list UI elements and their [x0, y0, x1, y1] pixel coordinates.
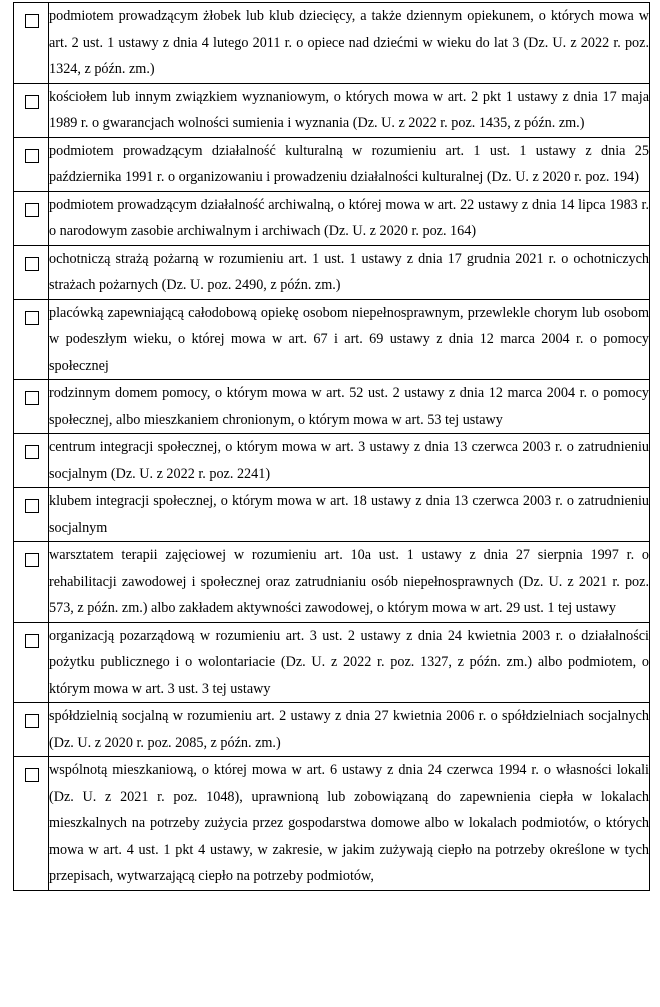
option-text: podmiotem prowadzącym działalność kulturalną w rozumieniu art. 1 ust. 1 ustawy z dnia 25 października 1991 r. o organizowaniu i prowadzeniu działalności kulturalnej (Dz. U. z 2020 r. poz. 194) — [49, 142, 649, 185]
option-checkbox[interactable] — [25, 14, 39, 28]
options-table — [13, 2, 650, 891]
option-row — [14, 137, 650, 191]
option-text-cell — [49, 434, 650, 488]
option-row — [14, 542, 650, 623]
option-text-cell — [49, 299, 650, 380]
option-row — [14, 191, 650, 245]
option-text-cell — [49, 622, 650, 703]
option-row — [14, 380, 650, 434]
option-text-cell — [49, 83, 650, 137]
checkbox-cell — [14, 83, 49, 137]
checkbox-cell — [14, 245, 49, 299]
option-checkbox[interactable] — [25, 95, 39, 109]
option-row — [14, 757, 650, 891]
checkbox-cell — [14, 137, 49, 191]
checkbox-cell — [14, 622, 49, 703]
checkbox-cell — [14, 542, 49, 623]
option-checkbox[interactable] — [25, 445, 39, 459]
option-text-cell — [49, 245, 650, 299]
option-row — [14, 488, 650, 542]
option-row — [14, 622, 650, 703]
option-row — [14, 245, 650, 299]
option-checkbox[interactable] — [25, 257, 39, 271]
options-list — [14, 3, 650, 891]
option-checkbox[interactable] — [25, 391, 39, 405]
option-text: rodzinnym domem pomocy, o którym mowa w art. 52 ust. 2 ustawy z dnia 12 marca 2004 r. o pomocy społecznej, albo mieszkaniem chronionym, o którym mowa w art. 53 tej ustawy — [49, 385, 649, 428]
checkbox-cell — [14, 299, 49, 380]
option-row — [14, 299, 650, 380]
option-text-cell — [49, 191, 650, 245]
option-text: kościołem lub innym związkiem wyznaniowym, o których mowa w art. 2 pkt 1 ustawy z dnia 17 maja 1989 r. o gwarancjach wolności sumienia i wyznania (Dz. U. z 2022 r. poz. 1435, z późn. zm.) — [49, 88, 649, 131]
option-checkbox[interactable] — [25, 634, 39, 648]
checkbox-cell — [14, 191, 49, 245]
option-checkbox[interactable] — [25, 768, 39, 782]
option-text: placówką zapewniającą całodobową opiekę osobom niepełnosprawnym, przewlekle chorym lub osobom w podeszłym wieku, o której mowa w art. 67 i art. 69 ustawy z dnia 12 marca 2004 r. o pomocy społecznej — [49, 304, 649, 374]
option-text-cell — [49, 488, 650, 542]
option-text-cell — [49, 757, 650, 891]
option-text-cell — [49, 380, 650, 434]
option-text: centrum integracji społecznej, o którym mowa w art. 3 ustawy z dnia 13 czerwca 2003 r. o zatrudnieniu socjalnym (Dz. U. z 2022 r. poz. 2241) — [49, 439, 649, 482]
option-text-cell — [49, 3, 650, 84]
option-row — [14, 3, 650, 84]
option-text-cell — [49, 703, 650, 757]
option-text: podmiotem prowadzącym działalność archiwalną, o której mowa w art. 22 ustawy z dnia 14 lipca 1983 r. o narodowym zasobie archiwalnym i archiwach (Dz. U. z 2020 r. poz. 164) — [49, 196, 649, 239]
option-text-cell — [49, 137, 650, 191]
checkbox-cell — [14, 434, 49, 488]
option-checkbox[interactable] — [25, 311, 39, 325]
option-checkbox[interactable] — [25, 553, 39, 567]
checkbox-cell — [14, 757, 49, 891]
option-row — [14, 83, 650, 137]
option-row — [14, 703, 650, 757]
option-checkbox[interactable] — [25, 499, 39, 513]
option-text: warsztatem terapii zajęciowej w rozumieniu art. 10a ust. 1 ustawy z dnia 27 sierpnia 1997 r. o rehabilitacji zawodowej i społecznej oraz zatrudnianiu osób niepełnosprawnych (Dz. U. z 2021 r. poz. 573, z późn. zm.) albo zakładem aktywności zawodowej, o którym mowa w art. 29 ust. 1 tej ustawy — [49, 547, 649, 616]
option-text: podmiotem prowadzącym żłobek lub klub dziecięcy, a także dziennym opiekunem, o których mowa w art. 2 ust. 1 ustawy z dnia 4 lutego 2011 r. o opiece nad dziećmi w wieku do lat 3 (Dz. U. z 2022 r. poz. 1324, z późn. zm.) — [49, 8, 649, 77]
checkbox-cell — [14, 380, 49, 434]
checkbox-cell — [14, 488, 49, 542]
option-text: klubem integracji społecznej, o którym mowa w art. 18 ustawy z dnia 13 czerwca 2003 r. o zatrudnieniu socjalnym — [49, 493, 649, 536]
option-checkbox[interactable] — [25, 149, 39, 163]
checkbox-cell — [14, 703, 49, 757]
option-row — [14, 434, 650, 488]
checkbox-cell — [14, 3, 49, 84]
option-checkbox[interactable] — [25, 714, 39, 728]
option-text-cell — [49, 542, 650, 623]
option-checkbox[interactable] — [25, 203, 39, 217]
option-text: spółdzielnią socjalną w rozumieniu art. 2 ustawy z dnia 27 kwietnia 2006 r. o spółdzielniach socjalnych (Dz. U. z 2020 r. poz. 2085, z późn. zm.) — [49, 708, 649, 751]
option-text: wspólnotą mieszkaniową, o której mowa w art. 6 ustawy z dnia 24 czerwca 1994 r. o własności lokali (Dz. U. z 2021 r. poz. 1048), uprawnioną lub zobowiązaną do zapewnienia ciepła w lokalach mieszkalnych na potrzeby zużycia przez gospodarstwa domowe albo w lokalach podmiotów, o których mowa w art. 4 ust. 1 pkt 4 ustawy, w zakresie, w jakim zużywają ciepło na potrzeby określone w tych przepisach, wytwarzającą ciepło na potrzeby podmiotów, — [49, 762, 649, 884]
option-text: organizacją pozarządową w rozumieniu art. 3 ust. 2 ustawy z dnia 24 kwietnia 2003 r. o działalności pożytku publicznego i o wolontariacie (Dz. U. z 2022 r. poz. 1327, z późn. zm.) albo podmiotem, o którym mowa w art. 3 ust. 3 tej ustawy — [49, 627, 649, 697]
option-text: ochotniczą strażą pożarną w rozumieniu art. 1 ust. 1 ustawy z dnia 17 grudnia 2021 r. o ochotniczych strażach pożarnych (Dz. U. poz. 2490, z późn. zm.) — [49, 250, 649, 293]
